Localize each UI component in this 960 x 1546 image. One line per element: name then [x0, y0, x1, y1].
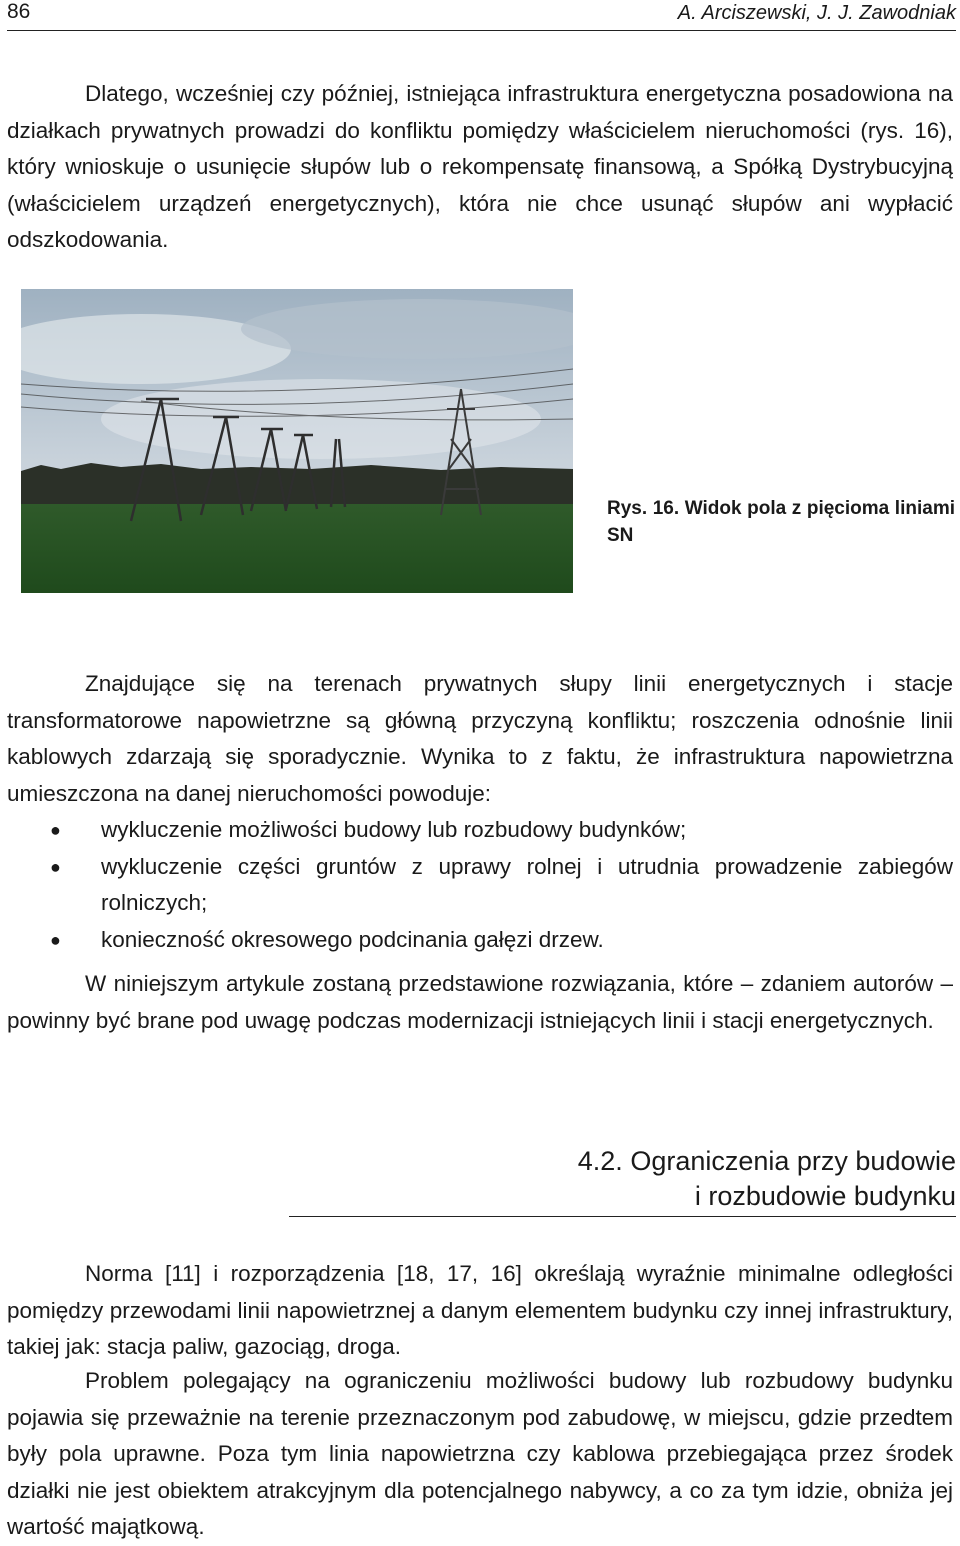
running-head-authors: A. Arciszewski, J. J. Zawodniak — [677, 2, 956, 24]
field-photo-illustration — [21, 289, 573, 593]
list-item — [7, 922, 953, 959]
section-heading — [286, 1144, 956, 1214]
consequences-list — [7, 812, 953, 958]
page-header — [7, 0, 956, 31]
list-item — [7, 849, 953, 922]
paragraph-norma: Norma [11] i rozporządzenia [18, 17, 16] określają wyraźnie minimalne odległości pomiędzy przewodami linii napowietrznej a danym elementem budynku czy innej infrastruktury, takiej jak: stacja paliw, gazociąg, droga. — [7, 1261, 953, 1359]
section-number: 4.2. — [577, 1146, 623, 1176]
figure-caption: Rys. 16. Widok pola z pięcioma liniami SN — [607, 498, 955, 546]
list-item-text: wykluczenie części gruntów z uprawy rolnej i utrudnia prowadzenie zabiegów rolniczych; — [101, 853, 953, 915]
paragraph-article: W niniejszym artykule zostaną przedstawione rozwiązania, które – zdaniem autorów – powinny być brane pod uwagę podczas modernizacji istniejących linii i stacji energetycznych. — [7, 971, 953, 1033]
section-title-line1: Ograniczenia przy budowie — [630, 1146, 956, 1176]
paragraph-conflict: Znajdujące się na terenach prywatnych słupy linii energetycznych i stacje transformatorowe napowietrzne są główną przyczyną konfliktu; roszczenia odnośnie linii kablowych zdarzają się sporadycznie. Wynika to z faktu, że infrastruktura napowietrzna umieszczona na danej nieruchomości powoduje: — [7, 671, 953, 806]
section-divider — [289, 1216, 956, 1217]
paragraph-problem: Problem polegający na ograniczeniu możliwości budowy lub rozbudowy budynku pojawia się przeważnie na terenie przeznaczonym pod zabudowę, w miejscu, gdzie przedtem były pola uprawne. Poza tym linia napowietrzna czy kablowa przebiegająca przez środek działki nie jest obiektem atrakcyjnym dla potencjalnego nabywcy, a co za tym idzie, obniża jej wartość majątkową. — [7, 1368, 953, 1539]
paragraph-intro: Dlatego, wcześniej czy później, istniejąca infrastruktura energetyczna posadowiona na działkach prywatnych prowadzi do konfliktu pomiędzy właścicielem nieruchomości (rys. 16), który wnioskuje o usunięcie słupów lub o rekompensatę finansową, a Spółką Dystrybucyjną (właścicielem urządzeń energetycznych), która nie chce usunąć słupów ani wypłacić odszkodowania. — [7, 81, 953, 252]
bullet-dot-icon: ● — [50, 820, 61, 840]
bullet-dot-icon: ● — [50, 929, 61, 950]
page-number: 86 — [7, 0, 31, 23]
bullet-dot-icon: ● — [50, 856, 61, 877]
list-item — [7, 812, 953, 849]
section-title-line2: i rozbudowie budynku — [694, 1181, 956, 1211]
list-item-text: wykluczenie możliwości budowy lub rozbudowy budynków; — [101, 817, 687, 842]
figure-power-lines-photo — [21, 289, 573, 593]
list-item-text: konieczność okresowego podcinania gałęzi drzew. — [101, 926, 604, 952]
